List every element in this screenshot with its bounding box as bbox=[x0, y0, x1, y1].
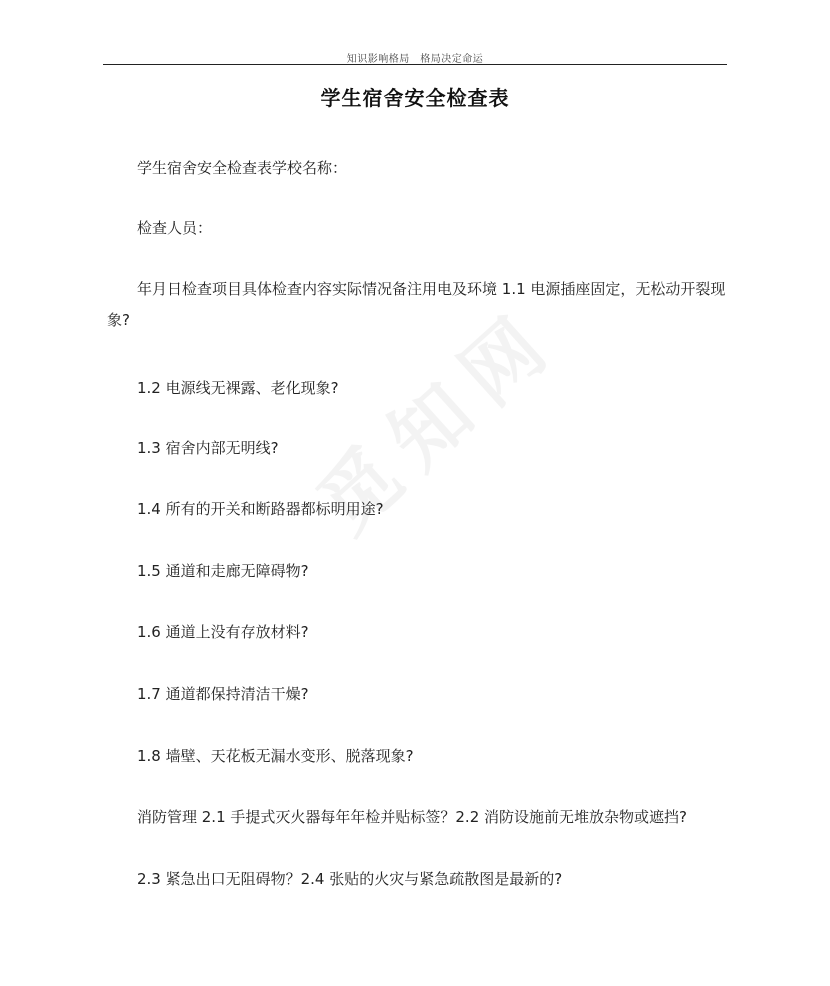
paragraph-inspector: 检查人员： bbox=[137, 219, 213, 237]
paragraph-item-2-3: 2.3 紧急出口无阻碍物？2.4 张贴的火灾与紧急疏散图是最新的? bbox=[137, 870, 563, 888]
paragraph-item-1-8: 1.8 墙壁、天花板无漏水变形、脱落现象? bbox=[137, 747, 414, 765]
header-tagline: 知识影响格局 格局决定命运 bbox=[346, 54, 484, 65]
paragraph-item-1-6: 1.6 通道上没有存放材料? bbox=[137, 623, 309, 641]
paragraph-item-1-4: 1.4 所有的开关和断路器都标明用途? bbox=[137, 500, 384, 518]
paragraph-item-1-3: 1.3 宿舍内部无明线? bbox=[137, 439, 279, 457]
paragraph-school-name: 学生宿舍安全检查表学校名称： bbox=[137, 159, 348, 177]
paragraph-item-1-2: 1.2 电源线无裸露、老化现象? bbox=[137, 379, 339, 397]
paragraph-item-2-1: 消防管理 2.1 手提式灭火器每年年检并贴标签？2.2 消防设施前无堆放杂物或遮挡? bbox=[137, 808, 687, 826]
document-title: 学生宿舍安全检查表 bbox=[320, 86, 510, 110]
paragraph-item-1-5: 1.5 通道和走廊无障碍物? bbox=[137, 562, 309, 580]
paragraph-item-1-1: 年月日检查项目具体检查内容实际情况备注用电及环境 1.1 电源插座固定，无松动开裂现象? bbox=[107, 280, 726, 329]
header-divider bbox=[103, 64, 727, 65]
paragraph-item-1-7: 1.7 通道都保持清洁干燥? bbox=[137, 685, 309, 703]
